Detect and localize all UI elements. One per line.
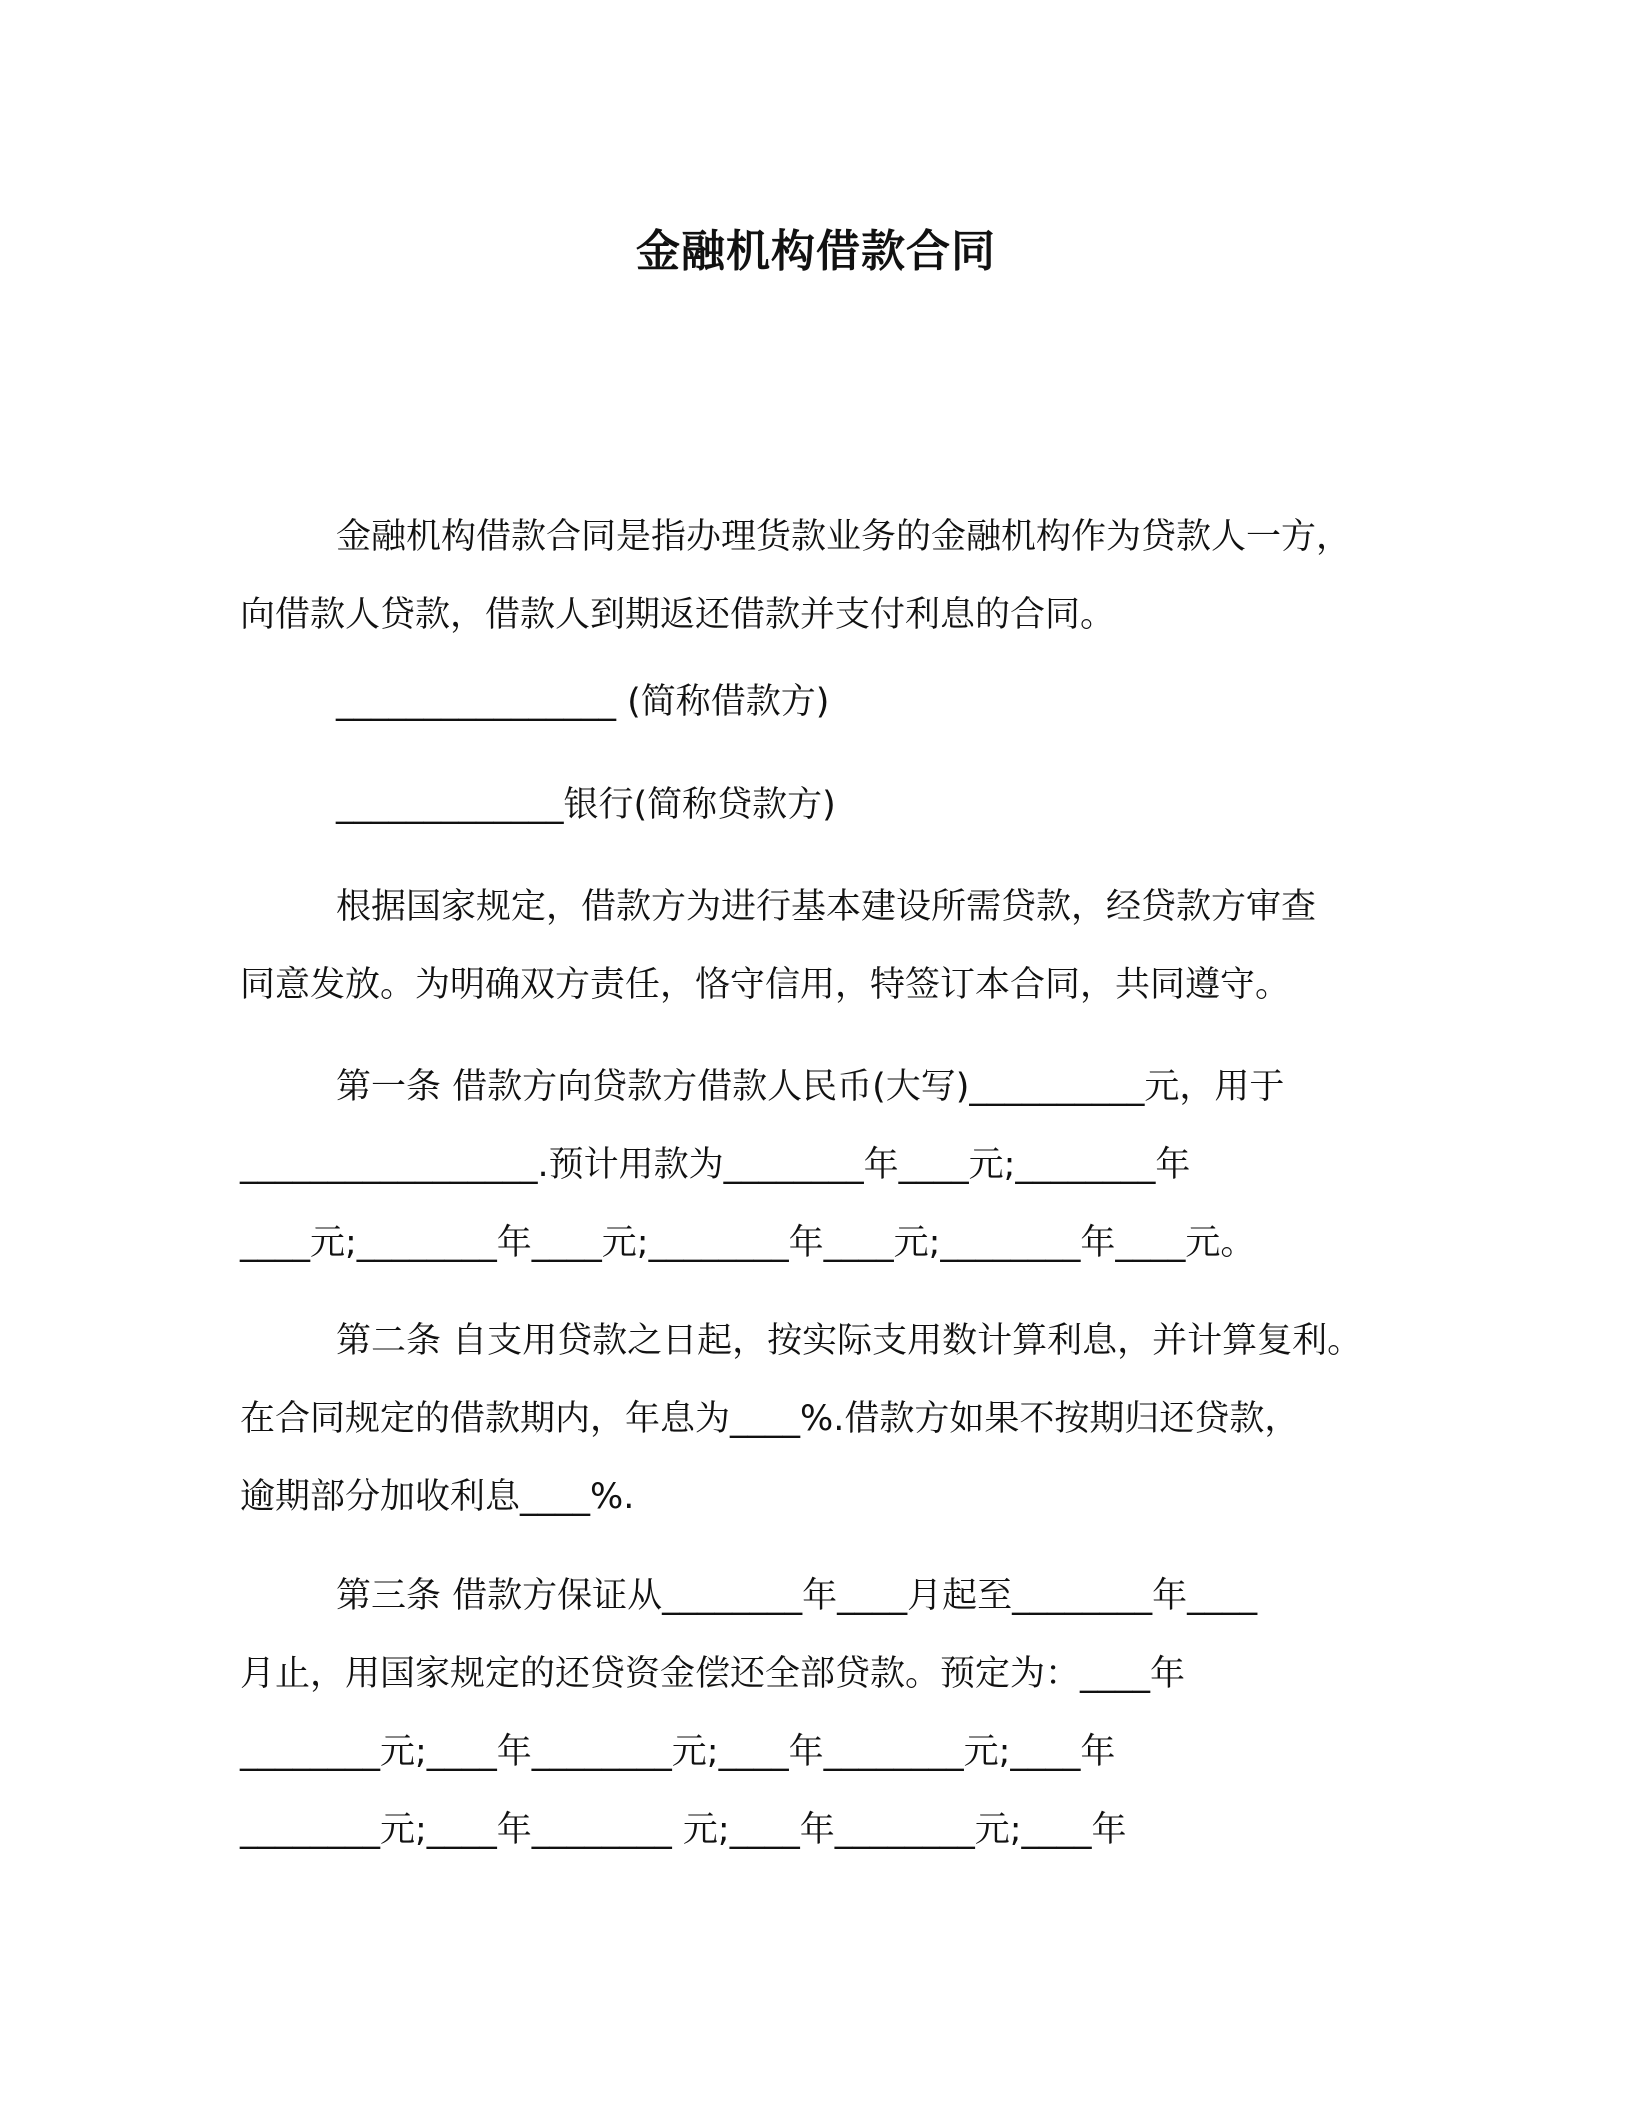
paragraph-line: 第二条 自支用贷款之日起，按实际支用数计算利息，并计算复利。: [336, 1321, 1363, 1361]
paragraph-line: 同意发放。为明确双方责任，恪守信用，特签订本合同，共同遵守。: [240, 965, 1291, 1005]
paragraph-line: ____元;________年____元;________年____元;________年____元。: [240, 1223, 1256, 1263]
paragraph-line: 月止，用国家规定的还贷资金偿还全部贷款。预定为：____年: [240, 1654, 1186, 1694]
document-title: 金融机构借款合同: [636, 226, 996, 277]
paragraph-line: ________________ (简称借款方): [336, 682, 830, 722]
paragraph-line: 向借款人贷款，借款人到期返还借款并支付利息的合同。: [240, 595, 1116, 635]
paragraph-line: 第三条 借款方保证从________年____月起至________年____: [336, 1576, 1258, 1616]
paragraph-line: ________元;____年________ 元;____年________元;____年: [240, 1810, 1127, 1850]
paragraph-line: 第一条 借款方向贷款方借款人民币(大写)__________元，用于: [336, 1067, 1285, 1107]
paragraph-line: ________元;____年________元;____年________元;____年: [240, 1732, 1116, 1772]
paragraph-borrower: [240, 663, 1410, 741]
paragraph-lender: [240, 766, 1410, 844]
paragraph-line: 金融机构借款合同是指办理货款业务的金融机构作为贷款人一方，: [336, 517, 1352, 557]
paragraph-line: _________________.预计用款为________年____元;________年: [240, 1145, 1191, 1185]
paragraph-preamble: [240, 868, 1410, 1024]
article-2: [240, 1302, 1410, 1536]
paragraph-line: _____________银行(简称贷款方): [336, 785, 836, 825]
paragraph-line: 逾期部分加收利息____%.: [240, 1477, 635, 1517]
paragraph-line: 在合同规定的借款期内，年息为____%.借款方如果不按期归还贷款，: [240, 1399, 1300, 1439]
paragraph-line: 根据国家规定，借款方为进行基本建设所需贷款，经贷款方审查: [336, 887, 1317, 927]
article-1: [240, 1048, 1410, 1282]
paragraph-definition: [240, 498, 1410, 654]
article-3: [240, 1557, 1410, 1869]
